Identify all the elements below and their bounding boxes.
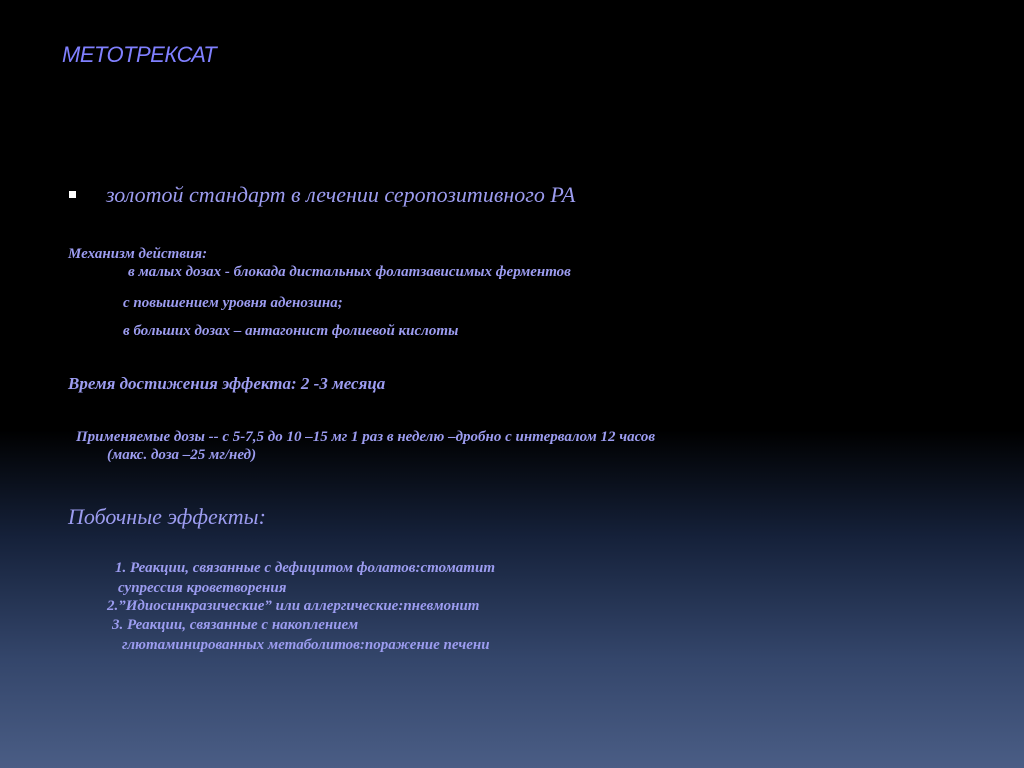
mechanism-line-1: в малых дозах - блокада дистальных фолатзависимых ферментов [128, 264, 571, 280]
mechanism-line-3: в больших дозах – антагонист фолиевой кислоты [123, 323, 459, 339]
side-effect-line-5: глютаминированных метаболитов:поражение печени [122, 637, 490, 653]
dosing-line-2: (макс. доза –25 мг/нед) [107, 447, 257, 463]
bullet-square-icon [69, 191, 76, 198]
side-effect-line-3: 2.”Идиосинкразические” или аллергические:пневмонит [107, 598, 480, 614]
side-effect-line-1: 1. Реакции, связанные с дефицитом фолатов:стоматит [115, 560, 495, 576]
dosing-line-1: Применяемые дозы -- с 5-7,5 до 10 –15 мг 1 раз в неделю –дробно с интервалом 12 часов [76, 429, 656, 445]
slide-title: МЕТОТРЕКСАТ [62, 42, 217, 67]
mechanism-heading: Механизм действия: [68, 246, 208, 262]
mechanism-line-2: с повышением уровня аденозина; [123, 295, 343, 311]
bullet-text: золотой стандарт в лечении серопозитивного РА [106, 182, 576, 207]
onset-text: Время достижения эффекта: 2 -3 месяца [68, 374, 386, 393]
side-effect-line-4: 3. Реакции, связанные с накоплением [112, 617, 359, 633]
side-effects-heading: Побочные эффекты: [68, 504, 266, 529]
side-effect-line-2: супрессия кроветворения [118, 580, 287, 596]
